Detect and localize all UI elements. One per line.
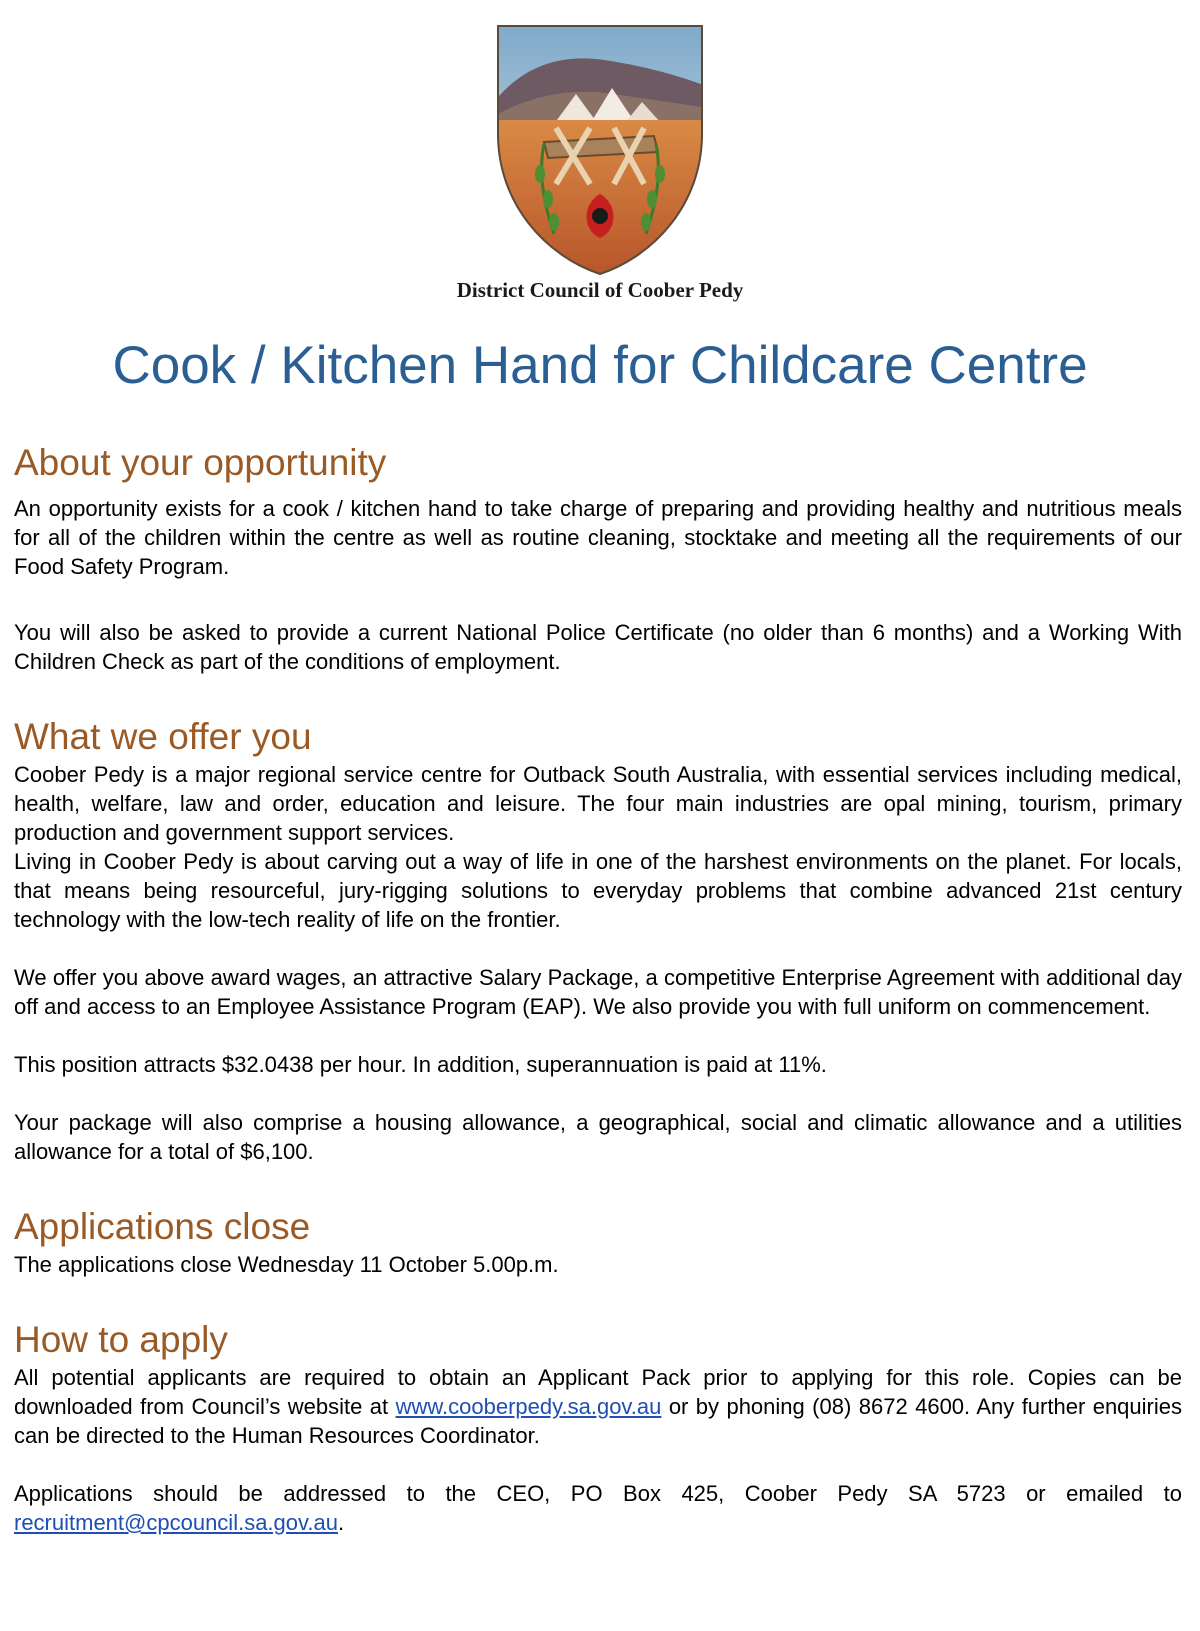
offer-paragraph-1: Coober Pedy is a major regional service centre for Outback South Australia, with essential services including medical, health, welfare, law and order, education and leisure. The four main industries are opal mining, tourism, primary production and government support services.	[14, 762, 1182, 845]
offer-paragraph-3: We offer you above award wages, an attractive Salary Package, a competitive Enterprise Agreement with additional day off and access to an Employee Assistance Program (EAP). We also provide you with full uniform on commencement.	[14, 965, 1182, 1019]
email-link[interactable]: recruitment@cpcouncil.sa.gov.au	[14, 1510, 338, 1535]
close-paragraph-1: The applications close Wednesday 11 October 5.00p.m.	[14, 1252, 559, 1277]
apply-paragraph-1	[14, 1363, 1182, 1450]
organisation-name: District Council of Coober Pedy	[456, 278, 744, 302]
apply-text-1b: or by phoning (08) 8672 4600. Any further enquiries can be directed to the Human Resources Coordinator.	[14, 1394, 1182, 1448]
document-body	[14, 440, 1182, 1537]
apply-text-2a: Applications should be addressed to the CEO, PO Box 425, Coober Pedy SA 5723 or emailed to	[14, 1481, 1182, 1506]
section-heading-about: About your opportunity	[14, 442, 387, 483]
section-heading-offer: What we offer you	[14, 716, 312, 757]
council-crest-icon	[494, 24, 706, 276]
about-paragraph-2: You will also be asked to provide a current National Police Certificate (no older than 6 months) and a Working With Children Check as part of the conditions of employment.	[14, 620, 1182, 674]
offer-paragraph-2: Living in Coober Pedy is about carving out a way of life in one of the harshest environments on the planet. For locals, that means being resourceful, jury-rigging solutions to everyday problems that combine advanced 21st century technology with the low-tech reality of life on the frontier.	[14, 849, 1182, 932]
section-heading-apply: How to apply	[14, 1319, 228, 1360]
offer-paragraph-4: This position attracts $32.0438 per hour. In addition, superannuation is paid at 11%.	[14, 1052, 827, 1077]
website-link[interactable]: www.cooberpedy.sa.gov.au	[395, 1394, 662, 1419]
apply-text-1a: All potential applicants are required to obtain an Applicant Pack prior to applying for this role. Copies can be downloaded from Council’s website at	[14, 1365, 1182, 1419]
page-title: Cook / Kitchen Hand for Childcare Centre	[112, 336, 1088, 395]
apply-text-2b: .	[337, 1510, 345, 1535]
about-paragraph-1: An opportunity exists for a cook / kitchen hand to take charge of preparing and providing healthy and nutritious meals for all of the children within the centre as well as routine cleaning, stocktake and meeting all the requirements of our Food Safety Program.	[14, 496, 1182, 579]
offer-paragraph-5: Your package will also comprise a housing allowance, a geographical, social and climatic allowance and a utilities allowance for a total of $6,100.	[14, 1110, 1182, 1164]
apply-paragraph-2	[14, 1479, 1182, 1537]
section-heading-close: Applications close	[14, 1206, 311, 1247]
